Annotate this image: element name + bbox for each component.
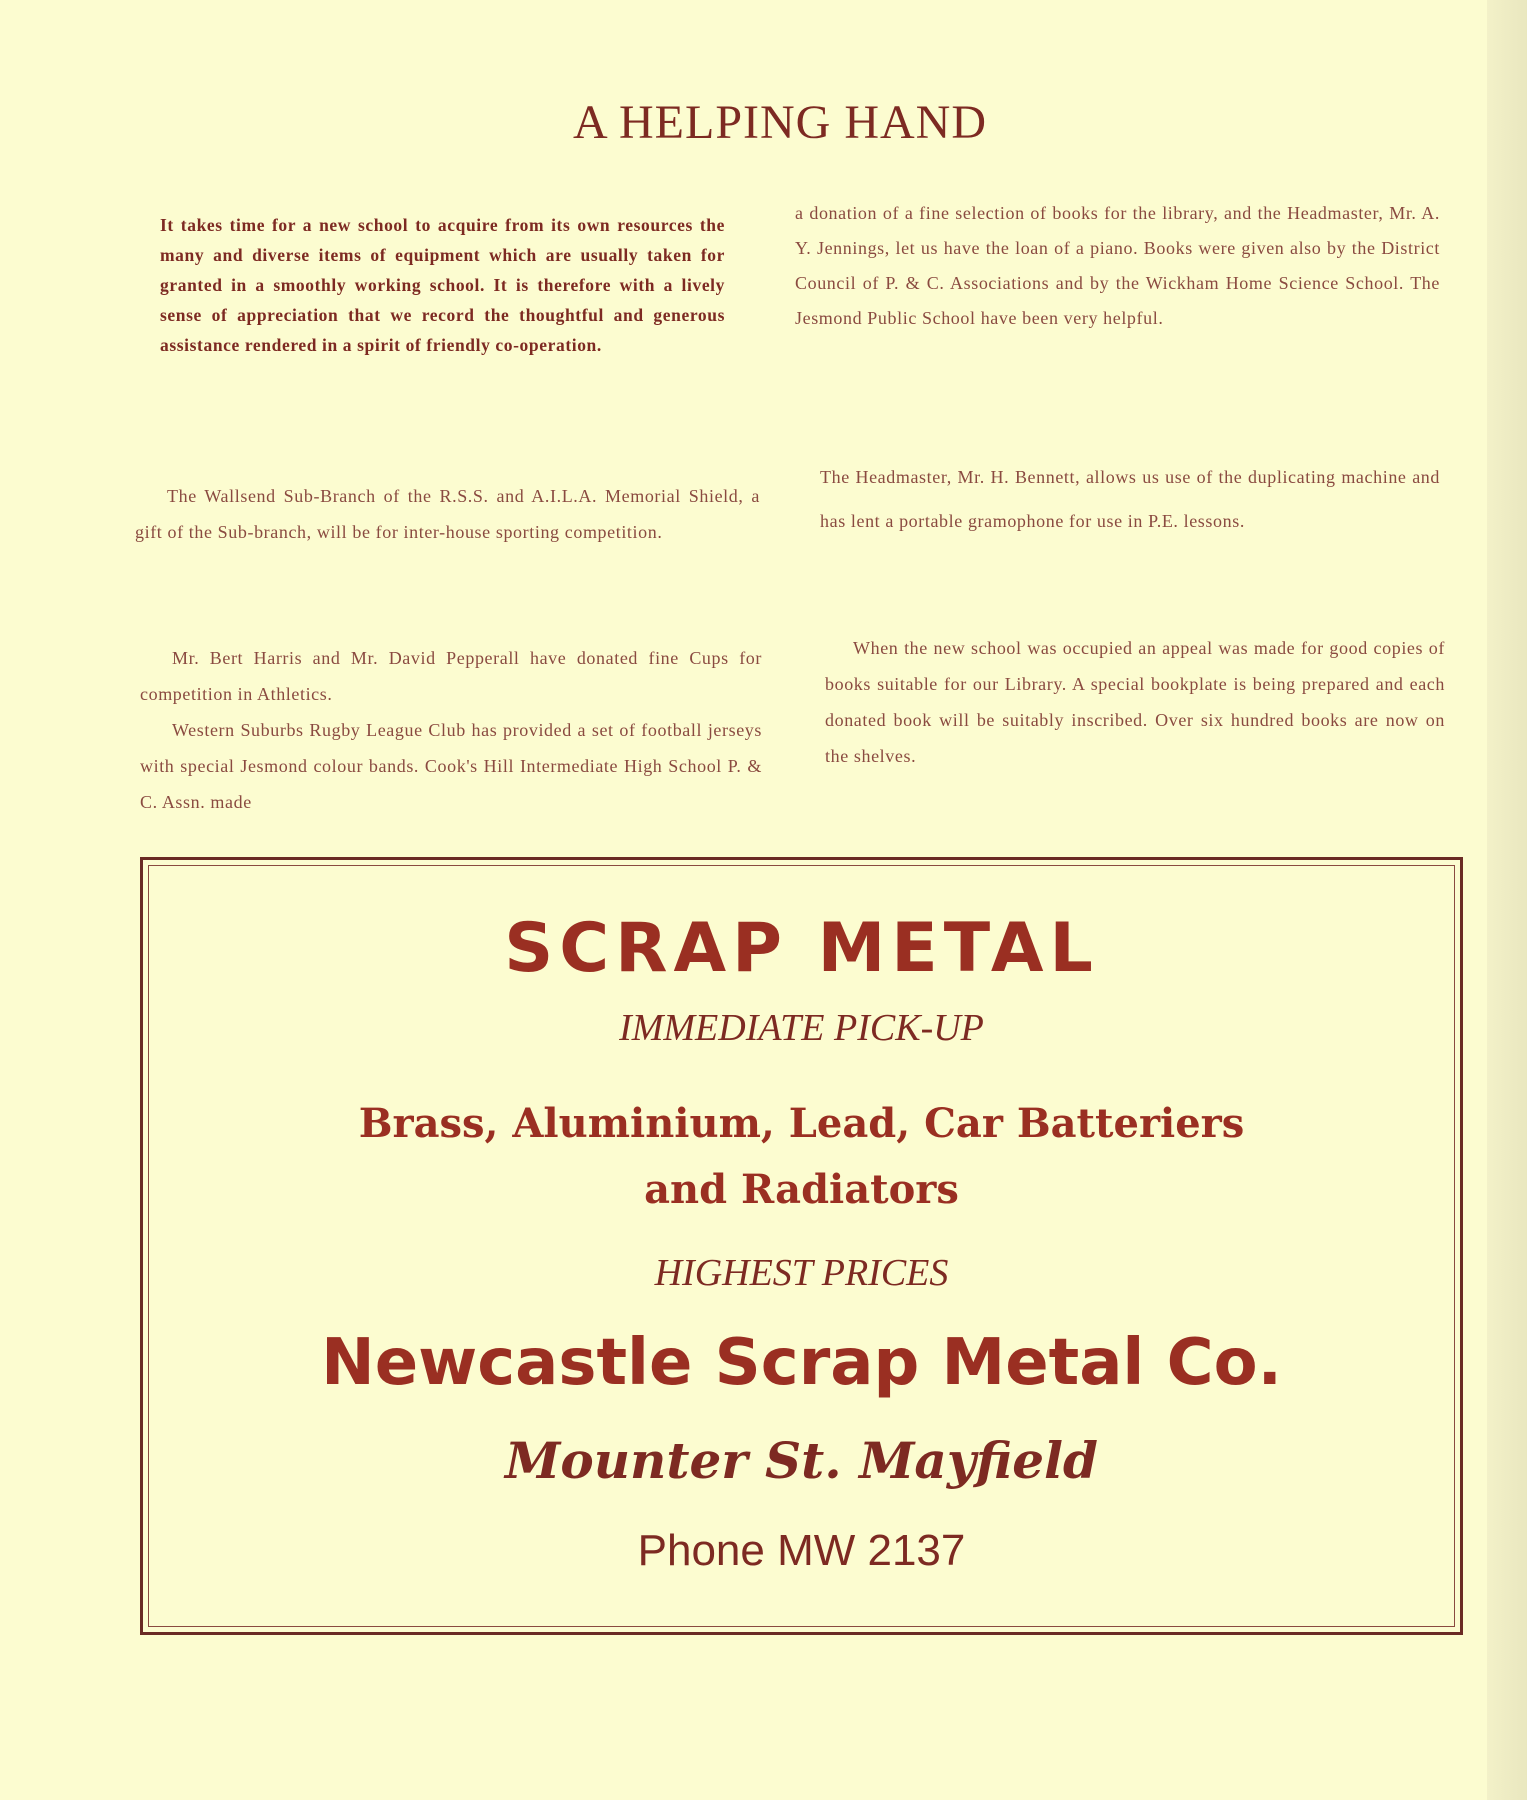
ad-address: Mounter St. Mayfield [505, 1431, 1098, 1490]
western-text: Western Suburbs Rugby League Club has provided a set of football jerseys with special Jesmond colour bands. Cook's Hill Intermediate High School P. & C. Assn. made [140, 720, 762, 812]
ad-subheadline: IMMEDIATE PICK-UP [619, 1007, 984, 1049]
advertisement-inner-border [148, 865, 1455, 1627]
ad-company-name: Newcastle Scrap Metal Co. [321, 1326, 1282, 1400]
appeal-text: When the new school was occupied an appeal was made for good copies of books suitable for our Library. A special bookplate is being prepared and each donated book will be suitably inscribed. Over six hundred books are now on the shelves. [825, 638, 1445, 766]
donation-text: a donation of a fine selection of books for the library, and the Headmaster, Mr. A. Y. Jennings, let us have the loan of a piano. Books were given also by the District Council of P. & C. Associations and by the Wickham Home Science School. The Jesmond Public School have been very helpful. [795, 203, 1440, 328]
ad-materials-line-1: Brass, Aluminium, Lead, Car Batteriers [358, 1100, 1245, 1147]
intro-paragraph [160, 210, 725, 360]
ad-materials-line-2: and Radiators [644, 1166, 959, 1213]
harris-text: Mr. Bert Harris and Mr. David Pepperall have donated fine Cups for competition in Athletics. [140, 648, 762, 704]
wallsend-text: The Wallsend Sub-Branch of the R.S.S. and A.I.L.A. Memorial Shield, a gift of the Sub-branch, will be for inter-house sporting competition. [135, 486, 760, 542]
bennett-paragraph [820, 455, 1440, 543]
intro-text: It takes time for a new school to acquire from its own resources the many and diverse items of equipment which are usually taken for granted in a smoothly working school. It is therefore with a lively sense of appreciation that we record the thoughtful and generous assistance rendered in a spirit of friendly co-operation. [160, 215, 725, 355]
appeal-paragraph [825, 630, 1445, 774]
page-title: A HELPING HAND [573, 96, 987, 149]
bennett-text: The Headmaster, Mr. H. Bennett, allows us use of the duplicating machine and has lent a portable gramophone for use in P.E. lessons. [820, 467, 1440, 531]
cups-paragraphs [140, 640, 762, 820]
ad-prices: HIGHEST PRICES [654, 1252, 949, 1294]
ad-materials [149, 1091, 1454, 1223]
ad-phone: Phone MW 2137 [637, 1526, 966, 1575]
ad-headline: SCRAP METAL [504, 909, 1099, 988]
page-edge [1487, 0, 1527, 1800]
donation-paragraph [795, 196, 1440, 336]
wallsend-paragraph [135, 478, 760, 550]
advertisement-box [140, 857, 1463, 1635]
